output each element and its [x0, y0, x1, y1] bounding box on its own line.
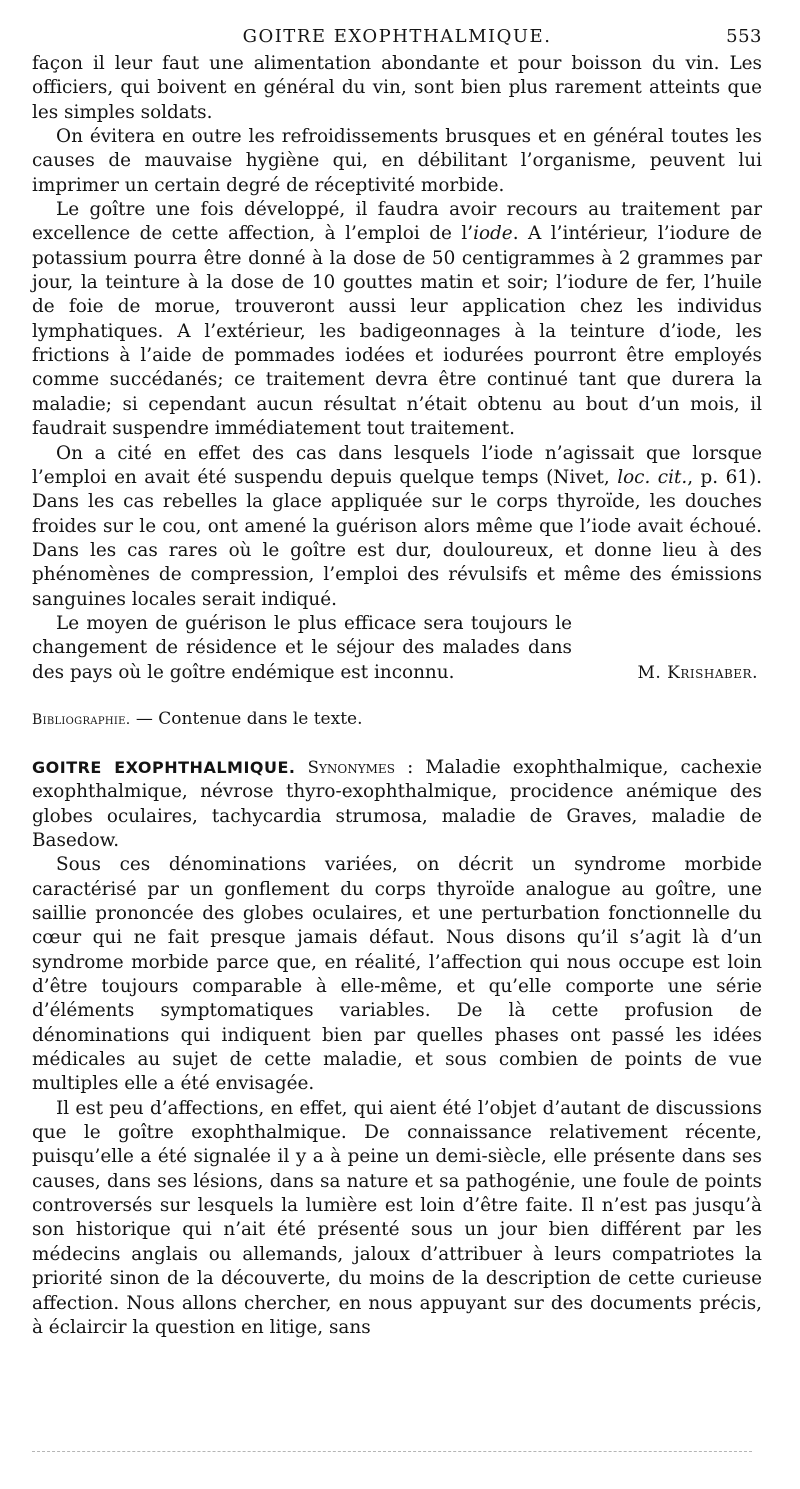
footer-divider — [32, 1451, 752, 1452]
synonyms-label: Synonymes — [307, 757, 395, 777]
article-headword: GOITRE EXOPHTHALMIQUE. — [32, 757, 296, 777]
article-entry — [32, 756, 762, 1340]
running-head — [32, 26, 762, 52]
page — [32, 26, 762, 1340]
article-heading-paragraph — [32, 756, 762, 853]
text-run: Le goître une fois développé, il faudra avoir recours au traitement par excellence de cette affection, à l’emploi de l’ — [32, 199, 762, 245]
synonyms-text: : Maladie exophthalmique, cachexie exophthalmique, névrose thyro-exophthalmique, procidence anémique des globes oculaires, tachycardia strumosa, maladie de Graves, maladie de Basedow. — [32, 756, 762, 851]
text-run: On a cité en effet des cas dans lesquels l’iode n’agissait que lorsque l’emploi en avait été suspendu depuis quelque temps (Nivet, — [32, 442, 762, 488]
paragraph: On évitera en outre les refroidissements brusques et en général toutes les causes de mauvaise hygiène qui, en débilitant l’organisme, peuvent lui imprimer un certain degré de réceptivité morbide. — [32, 126, 762, 196]
body-text — [32, 52, 762, 685]
italic-citation: loc. cit. — [617, 466, 688, 488]
text-run: . A l’intérieur, l’iodure de potassium pourra être donné à la dose de 50 centigrammes à 2 grammes par jour, la teinture à la dose de 10 gouttes matin et soir; l’iodure de fer, l’huile de foie de morue, trouveront aussi leur application chez les individus lymphatiques. A l’extérieur, les badigeonnages à la teinture d’iode, les frictions à l’aide de pommades iodées et iodurées pourront être employés comme succédanés; ce traitement devra être continué tant que durera la maladie; si cependant aucun résultat n’était obtenu au bout d’un mois, il faudrait suspendre immédiatement tout traitement. — [32, 223, 763, 440]
bibliography-label: Bibliographie. — [32, 711, 131, 728]
text-run: , p. 61). Dans les cas rebelles la glace appliquée sur le corps thyroïde, les douches froides sur le cou, ont amené la guérison alors même que l’iode avait échoué. Dans les cas rares où le goître est dur, douloureux, et donne lieu à des phénomènes de compression, l’emploi des révulsifs et même des émissions sanguines locales serait indiqué. — [32, 466, 762, 610]
page-number: 553 — [726, 26, 762, 47]
italic-term: iode — [473, 223, 513, 245]
bibliography — [32, 707, 762, 732]
paragraph — [32, 198, 762, 441]
paragraph: Sous ces dénominations variées, on décrit un syndrome morbide caractérisé par un gonflement du corps thyroïde analogue au goître, une saillie prononcée des globes oculaires, et une perturbation fonctionnelle du cœur qui ne fait presque jamais défaut. Nous disons qu’il s’agit là d’un syndrome morbide parce que, en réalité, l’affection qui nous occupe est loin d’être toujours comparable à elle-même, et qu’elle comporte une série d’éléments symptomatiques variables. De là cette profusion de dénominations qui indiquent bien par quelles phases ont passé les idées médicales au sujet de cette maladie, et sous combien de points de vue multiples elle a été envisagée. — [32, 854, 762, 1095]
running-title: GOITRE EXOPHTHALMIQUE. — [242, 26, 552, 47]
paragraph: Il est peu d’affections, en effet, qui aient été l’objet d’autant de discussions que le goître exophthalmique. De connaissance relativement récente, puisqu’elle a été signalée il y a à peine un demi-siècle, elle présente dans ses causes, dans ses lésions, dans sa nature et sa pathogénie, une foule de points controversés sur lesquels la lumière est loin d’être faite. Il n’est pas jusqu’à son historique qui n’ait été présenté sous un jour bien différent par les médecins anglais ou allemands, jaloux d’attribuer à leurs compatriotes la priorité sinon de la découverte, du moins de la description de cette curieuse affection. Nous allons chercher, en nous appuyant sur des documents précis, à éclaircir la question en litige, sans — [32, 1097, 762, 1338]
signature-text: M. Krishaber. — [637, 662, 758, 683]
bibliography-text: — Contenue dans le texte. — [130, 708, 363, 729]
paragraph: façon il leur faut une alimentation abondante et pour boisson du vin. Les officiers, qui boivent en général du vin, sont bien plus rarement atteints que les simples soldats. — [32, 53, 762, 123]
paragraph: Le moyen de guérison le plus efficace sera toujours le changement de résidence et le séjour des malades dans des pays où le goître endémique est inconnu. — [32, 612, 572, 683]
paragraph — [32, 442, 762, 612]
